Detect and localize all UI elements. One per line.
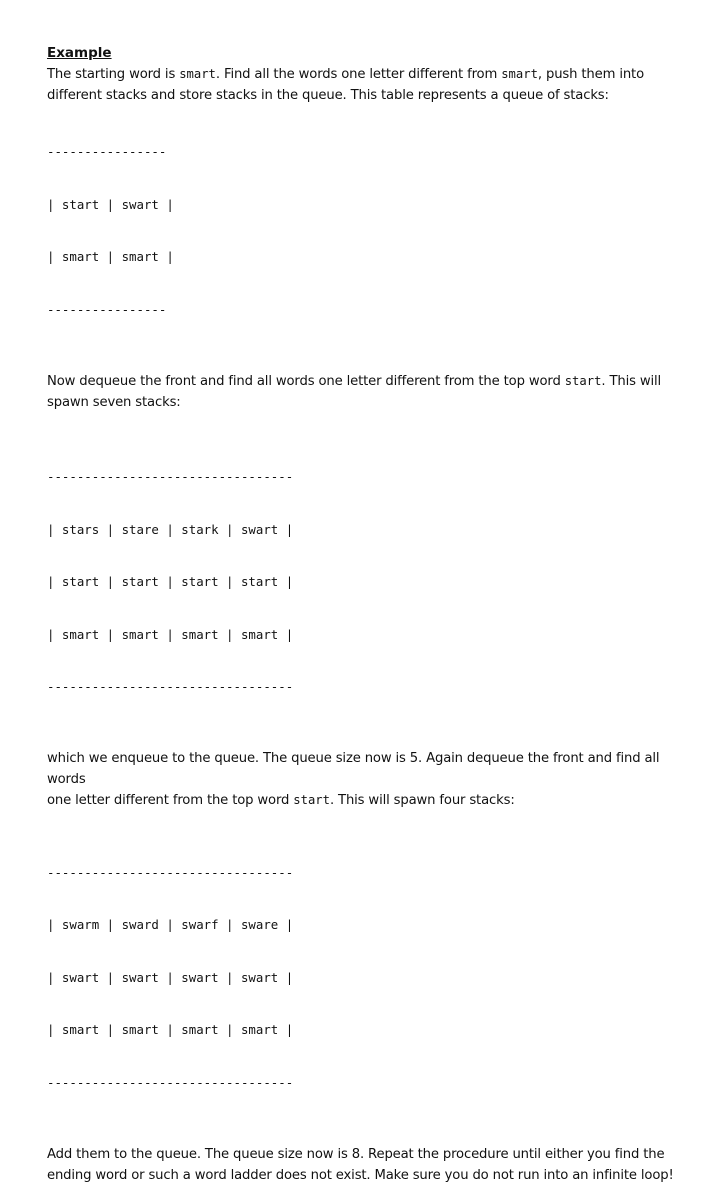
table-row: | smart | smart | <box>47 249 174 264</box>
table-row: --------------------------------- <box>47 864 294 880</box>
inline-code: start <box>564 374 602 388</box>
text-run: . This will spawn four stacks: <box>329 792 515 808</box>
queue-table-seven-stacks <box>47 433 687 731</box>
paragraph-dequeue-1 <box>47 371 687 413</box>
text-run: , push them into <box>537 67 644 82</box>
text-run: Now dequeue the front and find all words one letter different from the top word <box>47 374 565 389</box>
queue-table-initial <box>47 108 687 353</box>
paragraph-line: different stacks and store stacks in the queue. This table represents a queue of stacks: <box>47 88 609 103</box>
paragraph-line <box>47 64 687 85</box>
paragraph-conclusion <box>47 1144 687 1186</box>
table-row: | smart | smart | smart | smart | <box>47 1022 294 1037</box>
table-row: --------------------------------- <box>47 1074 294 1090</box>
paragraph-line: ending word or such a word ladder does not exist. Make sure you do not run into an infinite loop! <box>47 1168 674 1183</box>
paragraph-line: spawn seven stacks: <box>47 395 181 410</box>
text-run: one letter different from the top word <box>47 792 294 808</box>
paragraph-line: which we enqueue to the queue. The queue size now is 5. Again dequeue the front and find all words <box>47 750 660 787</box>
inline-code: start <box>293 792 330 807</box>
text-run: . This will <box>601 374 662 389</box>
inline-code: smart <box>179 67 216 81</box>
paragraph-intro <box>47 64 687 106</box>
queue-table-four-stacks <box>47 829 687 1127</box>
table-row: | start | swart | <box>47 196 174 212</box>
paragraph-line: Add them to the queue. The queue size now is 8. Repeat the procedure until either you find the <box>47 1147 665 1162</box>
paragraph-line <box>47 371 687 392</box>
paragraph-dequeue-2 <box>47 748 687 811</box>
table-row: | swart | swart | swart | swart | <box>47 969 294 985</box>
table-row: | stars | stare | stark | swart | <box>47 521 294 537</box>
table-row: ---------------- <box>47 301 167 317</box>
table-row: ---------------- <box>47 144 167 159</box>
table-row: --------------------------------- <box>47 469 294 484</box>
section-heading: Example <box>47 45 112 61</box>
table-row: | start | start | start | start | <box>47 574 294 589</box>
text-run: . Find all the words one letter different from <box>215 67 502 82</box>
paragraph-line <box>47 790 687 811</box>
table-row: --------------------------------- <box>47 679 294 694</box>
table-row: | smart | smart | smart | smart | <box>47 626 294 642</box>
text-run: The starting word is <box>47 67 180 82</box>
inline-code: smart <box>501 67 538 81</box>
table-row: | swarm | sward | swarf | sware | <box>47 917 294 932</box>
